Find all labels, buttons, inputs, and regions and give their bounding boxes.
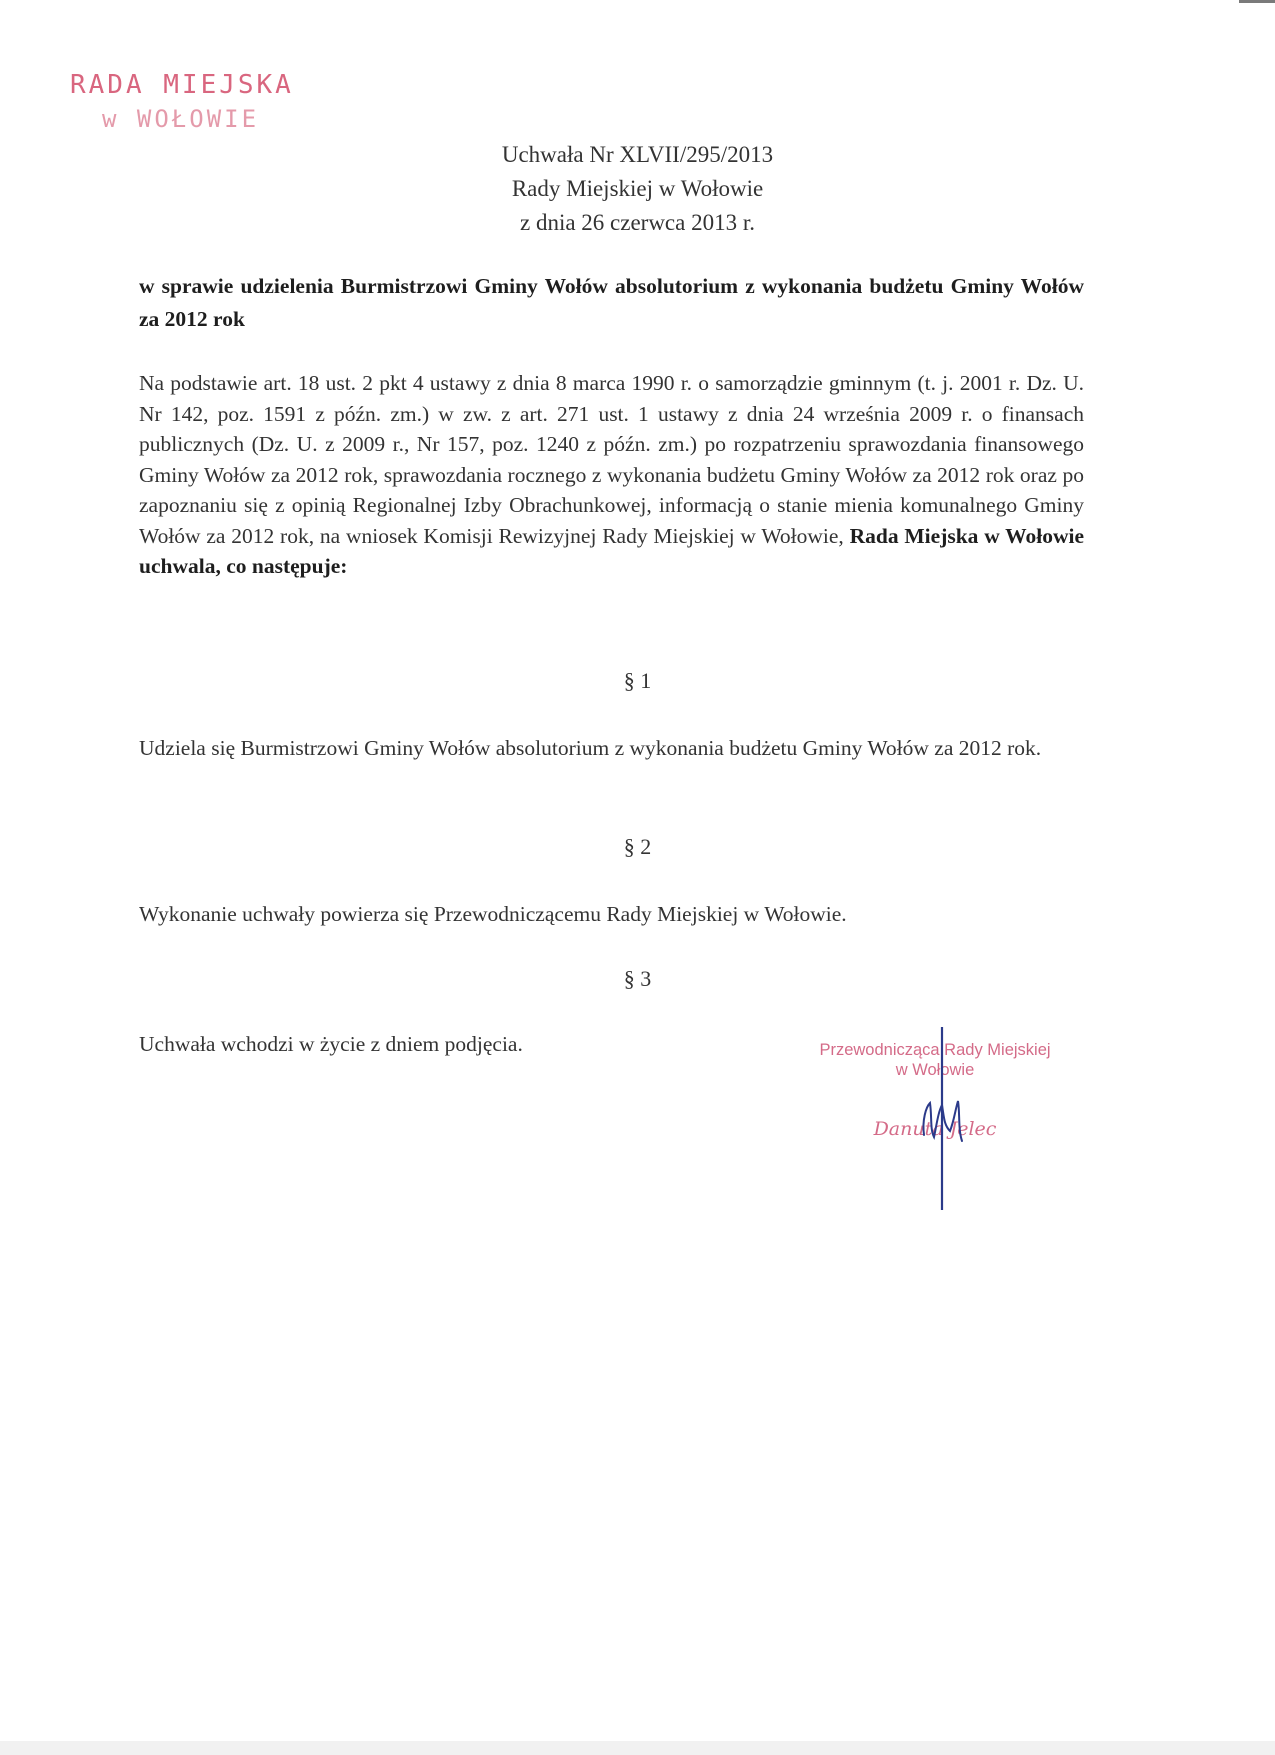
- resolution-number: Uchwała Nr XLVII/295/2013: [501, 142, 774, 167]
- section-1-mark: § 1: [623, 668, 652, 693]
- preamble: [139, 368, 1084, 582]
- preamble-text: Na podstawie art. 18 ust. 2 pkt 4 ustawy z dnia 8 marca 1990 r. o samorządzie gminnym (t. j. 2001 r. Dz. U. Nr 142, poz. 1591 z późn. zm.) w zw. z art. 271 ust. 1 ustawy z dnia 24 września 2009 r. o finansach publicznych (Dz. U. z 2009 r., Nr 157, poz. 1240 z późn. zm.) po rozpatrzeniu sprawozdania finansowego Gminy Wołów za 2012 rok, sprawozdania rocznego z wykonania budżetu Gminy Wołów za 2012 rok oraz po zapoznaniu się z opinią Regionalnej Izby Obrachunkowej, informacją o stanie mienia komunalnego Gminy Wołów za 2012 rok, na wniosek Komisji Rewizyjnej Rady Miejskiej w Wołowie,: [139, 371, 1084, 548]
- preamble-enacting-clause: Rada Miejska w Wołowie uchwala, co następuje:: [139, 523, 1084, 578]
- scan-bottom-band: [0, 1741, 1275, 1755]
- section-2-text: Wykonanie uchwały powierza się Przewodniczącemu Rady Miejskiej w Wołowie.: [139, 902, 847, 926]
- resolution-issuer: Rady Miejskiej w Wołowie: [511, 176, 764, 201]
- section-3-text: Uchwała wchodzi w życie z dniem podjęcia.: [139, 1032, 523, 1056]
- section-1-text: Udziela się Burmistrzowi Gminy Wołów absolutorium z wykonania budżetu Gminy Wołów za 2012 rok.: [139, 736, 1042, 760]
- scan-edge-mark: [1239, 0, 1275, 3]
- section-2-mark: § 2: [623, 834, 652, 859]
- resolution-subject: w sprawie udzielenia Burmistrzowi Gminy Wołów absolutorium z wykonania budżetu Gminy Wołów za 2012 rok: [139, 274, 1084, 331]
- section-3-mark: § 3: [623, 966, 652, 991]
- resolution-heading: [0, 138, 1275, 240]
- stamp-line-2: w WOŁOWIE: [102, 105, 260, 133]
- council-stamp: [70, 68, 294, 136]
- signature-title: Przewodnicząca Rady Miejskiej: [819, 1041, 1051, 1059]
- signature-location: w Wołowie: [895, 1061, 975, 1079]
- handwritten-signature: [900, 1025, 990, 1215]
- stamp-line-1: RADA MIEJSKA: [70, 70, 294, 100]
- signatory-name: Danuta Jelec: [873, 1118, 997, 1140]
- resolution-date: z dnia 26 czerwca 2013 r.: [519, 210, 755, 235]
